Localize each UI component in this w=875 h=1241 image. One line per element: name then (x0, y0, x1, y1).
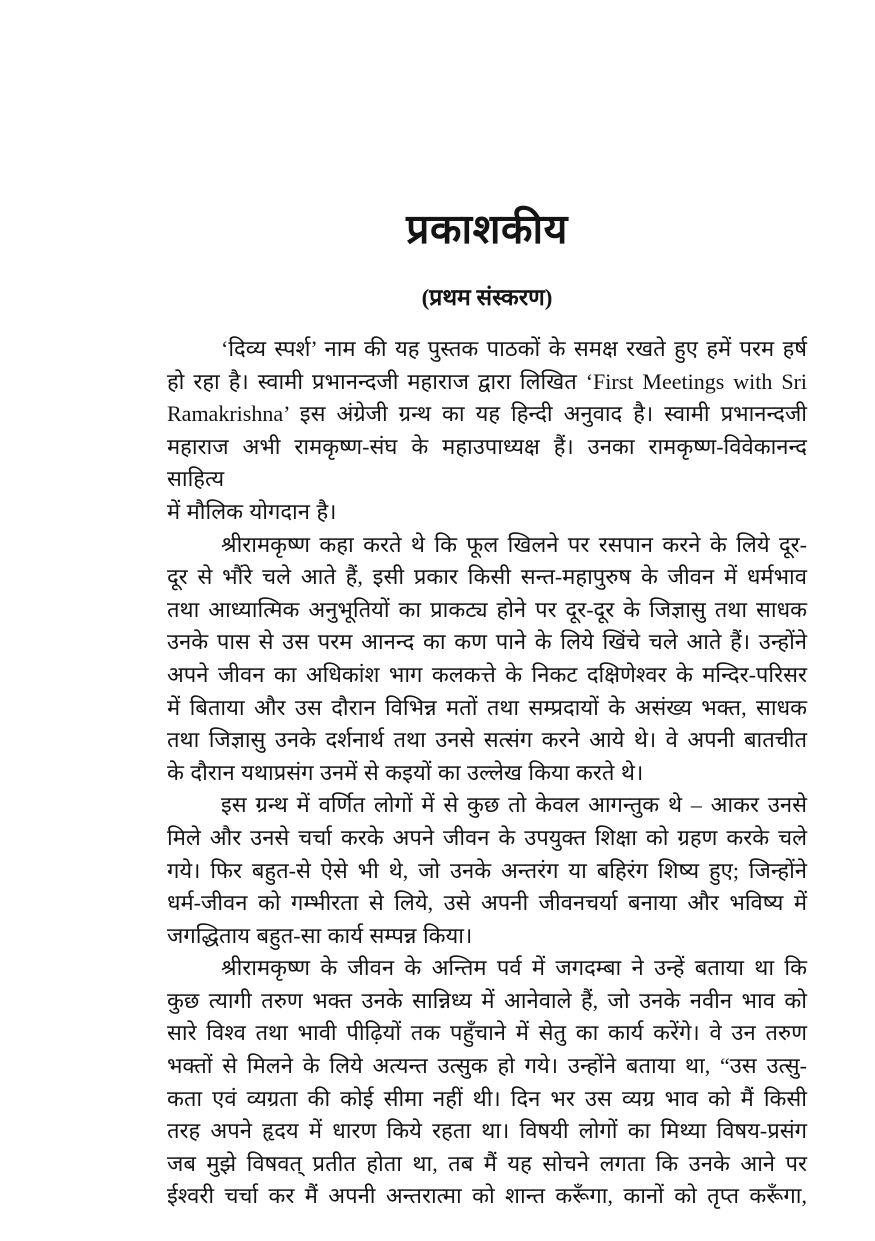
text-line: Ramakrishna’ इस अंग्रेजी ग्रन्थ का यह हिन्दी अनुवाद है। स्वामी प्रभानन्दजी (167, 401, 807, 427)
text-line: में बिताया और उस दौरान विभिन्न मतों तथा सम्प्रदायों के असंख्य भक्त, साधक (167, 694, 807, 720)
text-line: तथा जिज्ञासु उनके दर्शनार्थ तथा उनसे सत्संग करने आये थे। वे अपनी बातचीत (167, 727, 807, 753)
text-line: मिले और उनसे चर्चा करके अपने जीवन के उपयुक्त शिक्षा को ग्रहण करके चले (167, 824, 807, 850)
text-line: तरह अपने हृदय में धारण किये रहता था। विषयी लोगों का मिथ्या विषय-प्रसंग (167, 1118, 807, 1144)
text-line: इस ग्रन्थ में वर्णित लोगों में से कुछ तो केवल आगन्तुक थे – आकर उनसे (221, 792, 807, 818)
text-line: ईश्वरी चर्चा कर मैं अपनी अन्तरात्मा को शान्त करूँगा, कानों को तृप्त करूँगा, (167, 1183, 807, 1209)
paragraph (167, 952, 807, 1213)
edition-subtitle: (प्रथम संस्करण) (421, 285, 553, 310)
text-line: अपने जीवन का अधिकांश भाग कलकत्ते के निकट दक्षिणेश्वर के मन्दिर-परिसर (167, 661, 807, 687)
text-line: कुछ त्यागी तरुण भक्त उनके सान्निध्य में आनेवाले हैं, जो उनके नवीन भाव को (167, 987, 807, 1013)
body-text (167, 333, 807, 1213)
paragraph (167, 789, 807, 952)
text-line: दूर से भौंरे चले आते हैं, इसी प्रकार किसी सन्त-महापुरुष के जीवन में धर्मभाव (167, 564, 807, 590)
text-line: उनके पास से उस परम आनन्द का कण पाने के लिये खिंचे चले आते हैं। उन्होंने (167, 629, 807, 655)
text-line: में मौलिक योगदान है। (167, 498, 337, 524)
text-line: भक्तों से मिलने के लिये अत्यन्त उत्सुक हो गये। उन्होंने बताया था, “उस उत्सु- (167, 1053, 807, 1079)
text-line: धर्म-जीवन को गम्भीरता से लिये, उसे अपनी जीवनचर्या बनाया और भविष्य में (167, 890, 807, 916)
text-line: गये। फिर बहुत-से ऐसे भी थे, जो उनके अन्तरंग या बहिरंग शिष्य हुए; जिन्होंने (167, 857, 807, 883)
page-title: प्रकाशकीय (406, 206, 568, 252)
text-line: तथा आध्यात्मिक अनुभूतियों का प्राकट्य होने पर दूर-दूर के जिज्ञासु तथा साधक (167, 596, 807, 622)
paragraph (167, 333, 807, 529)
text-line: जगद्धिताय बहुत-सा कार्य सम्पन्न किया। (167, 922, 473, 948)
paragraph (167, 529, 807, 790)
text-line: श्रीरामकृष्ण कहा करते थे कि फूल खिलने पर रसपान करने के लिये दूर- (221, 531, 807, 557)
text-line: ‘दिव्य स्पर्श’ नाम की यह पुस्तक पाठकों के समक्ष रखते हुए हमें परम हर्ष (221, 336, 807, 361)
text-line: श्रीरामकृष्ण के जीवन के अन्तिम पर्व में जगदम्बा ने उन्हें बताया था कि (221, 955, 807, 981)
text-line: सारे विश्व तथा भावी पीढ़ियों तक पहुँचाने में सेतु का कार्य करेंगे। वे उन तरुण (167, 1020, 807, 1046)
text-line: महाराज अभी रामकृष्ण-संघ के महाउपाध्यक्ष हैं। उनका रामकृष्ण-विवेकानन्द साहित्य (167, 433, 807, 492)
text-line: कता एवं व्यग्रता की कोई सीमा नहीं थी। दिन भर उस व्यग्र भाव को मैं किसी (167, 1085, 807, 1111)
text-line: हो रहा है। स्वामी प्रभानन्दजी महाराज द्वारा लिखित ‘First Meetings with Sri (167, 368, 807, 394)
text-line: जब मुझे विषवत् प्रतीत होता था, तब मैं यह सोचने लगता कि उनके आने पर (167, 1150, 807, 1176)
text-line: के दौरान यथाप्रसंग उनमें से कइयों का उल्लेख किया करते थे। (167, 759, 644, 785)
